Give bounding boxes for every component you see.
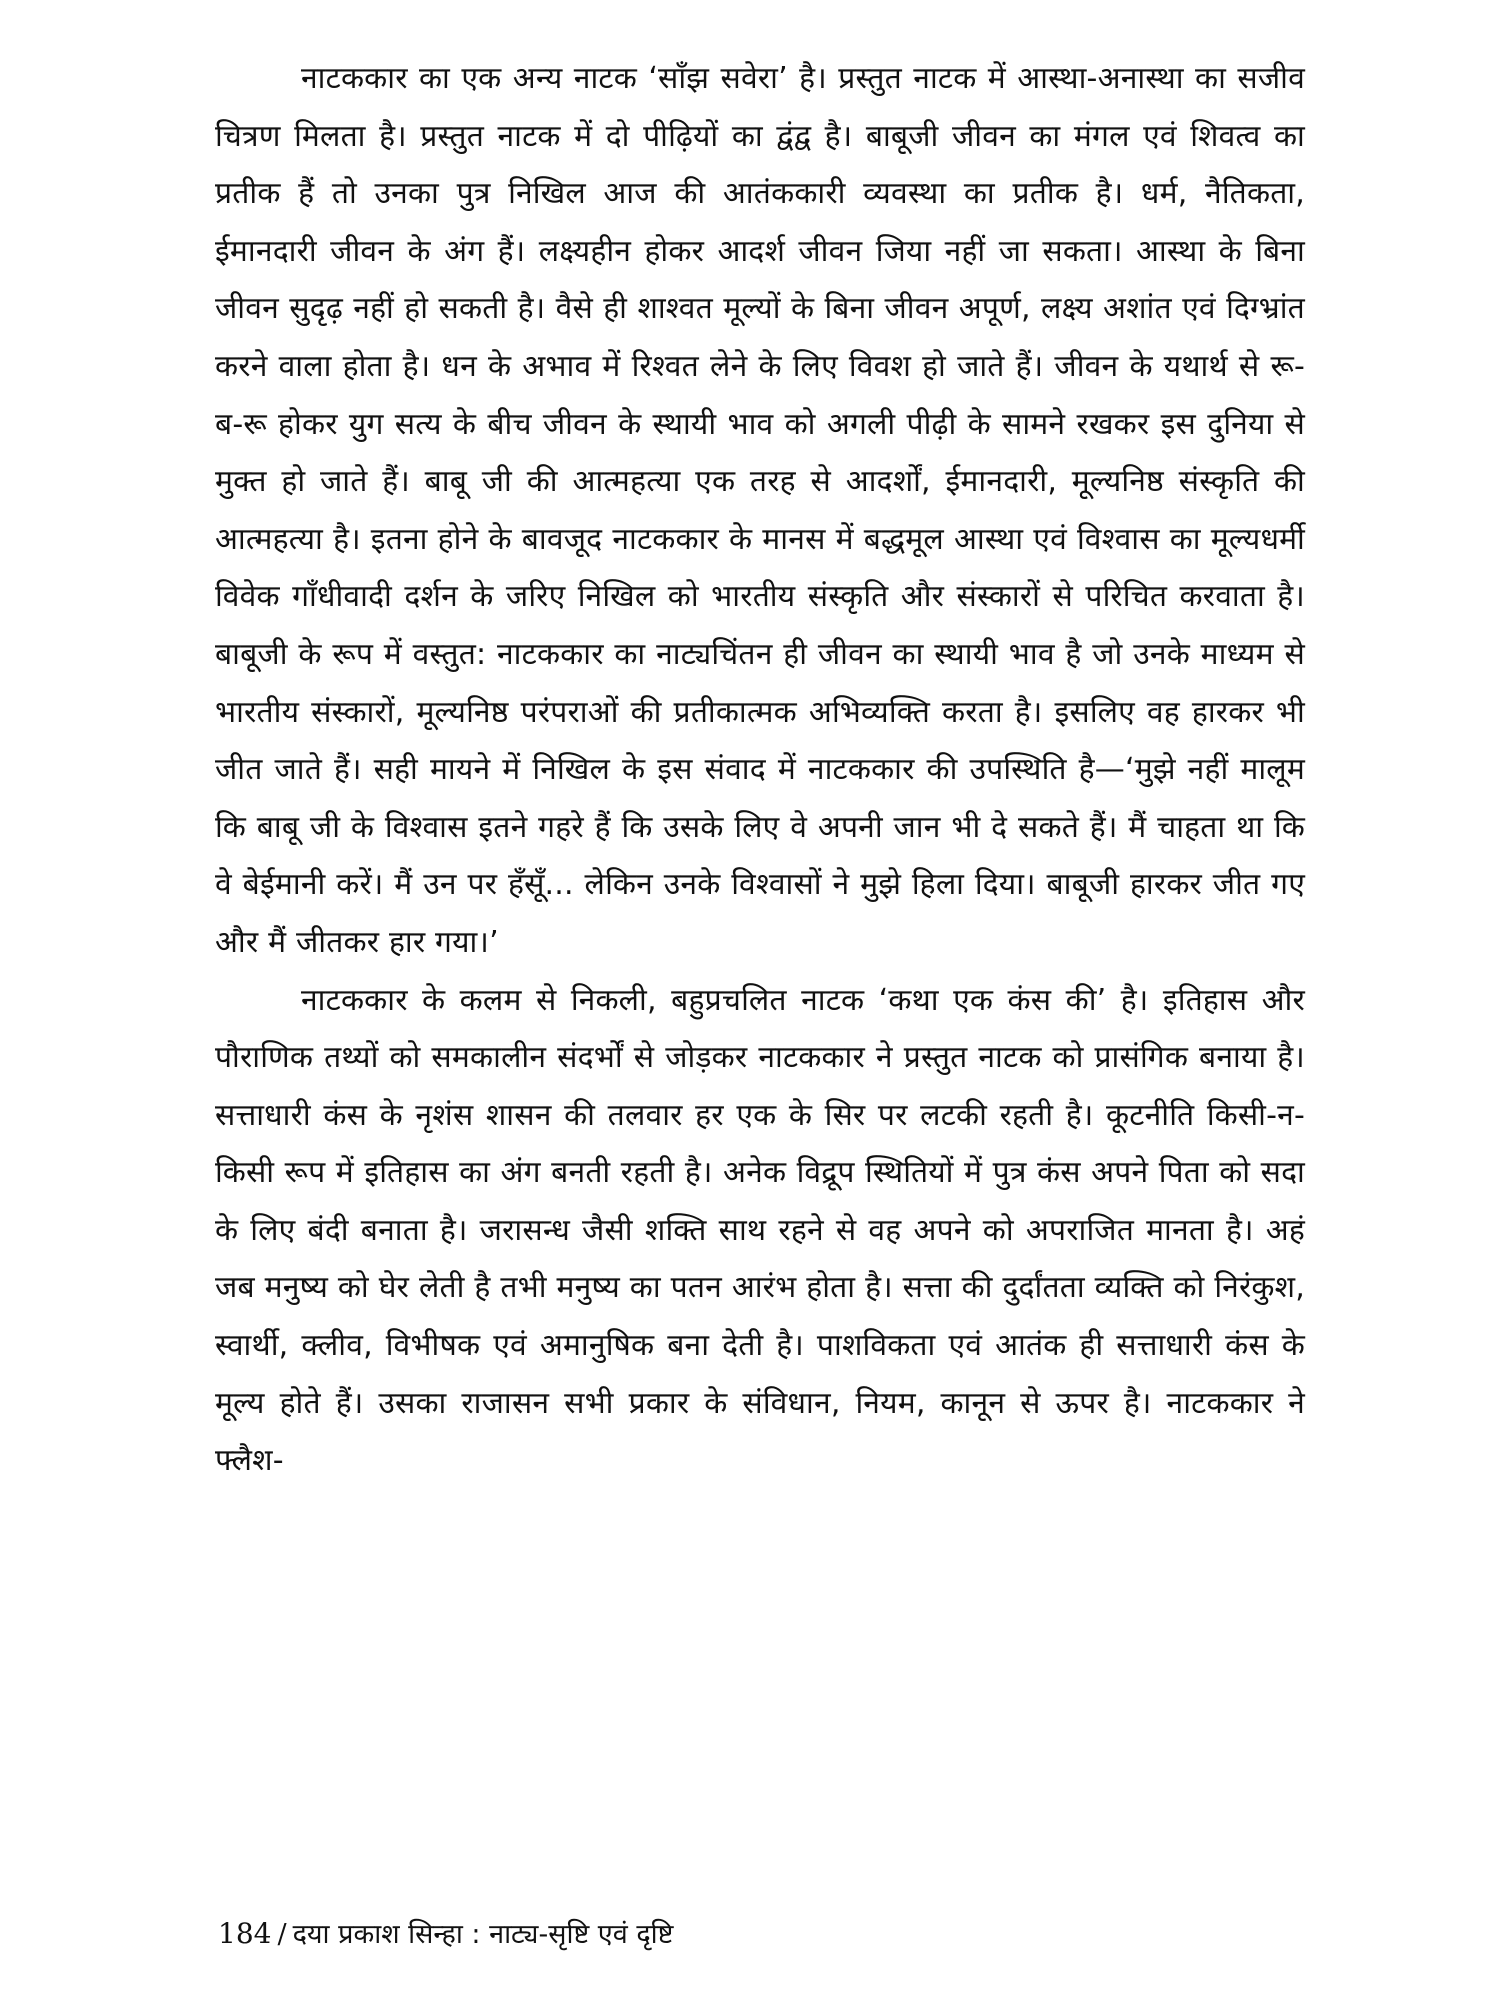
running-title: दया प्रकाश सिन्हा : नाट्य-सृष्टि एवं दृष्टि	[292, 1919, 674, 1950]
page-number: 184	[218, 1917, 272, 1950]
page-footer	[218, 1916, 673, 1953]
body-text	[215, 50, 1305, 1490]
paragraph-saanjh-savera: नाटककार का एक अन्य नाटक ‘साँझ सवेरा’ है। प्रस्तुत नाटक में आस्था-अनास्था का सजीव चित्रण मिलता है। प्रस्तुत नाटक में दो पीढ़ियों का द्वंद्व है। बाबूजी जीवन का मंगल एवं शिवत्व का प्रतीक हैं तो उनका पुत्र निखिल आज की आतंककारी व्यवस्था का प्रतीक है। धर्म, नैतिकता, ईमानदारी जीवन के अंग हैं। लक्ष्यहीन होकर आदर्श जीवन जिया नहीं जा सकता। आस्था के बिना जीवन सुदृढ़ नहीं हो सकती है। वैसे ही शाश्वत मूल्यों के बिना जीवन अपूर्ण, लक्ष्य अशांत एवं दिग्भ्रांत करने वाला होता है। धन के अभाव में रिश्वत लेने के लिए विवश हो जाते हैं। जीवन के यथार्थ से रू-ब-रू होकर युग सत्य के बीच जीवन के स्थायी भाव को अगली पीढ़ी के सामने रखकर इस दुनिया से मुक्त हो जाते हैं। बाबू जी की आत्महत्या एक तरह से आदर्शों, ईमानदारी, मूल्यनिष्ठ संस्कृति की आत्महत्या है। इतना होने के बावजूद नाटककार के मानस में बद्धमूल आस्था एवं विश्वास का मूल्यधर्मी विवेक गाँधीवादी दर्शन के जरिए निखिल को भारतीय संस्कृति और संस्कारों से परिचित करवाता है। बाबूजी के रूप में वस्तुत: नाटककार का नाट्यचिंतन ही जीवन का स्थायी भाव है जो उनके माध्यम से भारतीय संस्कारों, मूल्यनिष्ठ परंपराओं की प्रतीकात्मक अभिव्यक्ति करता है। इसलिए वह हारकर भी जीत जाते हैं। सही मायने में निखिल के इस संवाद में नाटककार की उपस्थिति है—‘मुझे नहीं मालूम कि बाबू जी के विश्वास इतने गहरे हैं कि उसके लिए वे अपनी जान भी दे सकते हैं। मैं चाहता था कि वे बेईमानी करें। मैं उन पर हँसूँ... लेकिन उनके विश्वासों ने मुझे हिला दिया। बाबूजी हारकर जीत गए और मैं जीतकर हार गया।’	[215, 61, 1305, 960]
footer-separator: /	[277, 1919, 287, 1950]
paragraph-katha-ek-kans-ki: नाटककार के कलम से निकली, बहुप्रचलित नाटक ‘कथा एक कंस की’ है। इतिहास और पौराणिक तथ्यों को समकालीन संदर्भों से जोड़कर नाटककार ने प्रस्तुत नाटक को प्रासंगिक बनाया है। सत्ताधारी कंस के नृशंस शासन की तलवार हर एक के सिर पर लटकी रहती है। कूटनीति किसी-न-किसी रूप में इतिहास का अंग बनती रहती है। अनेक विद्रूप स्थितियों में पुत्र कंस अपने पिता को सदा के लिए बंदी बनाता है। जरासन्ध जैसी शक्ति साथ रहने से वह अपने को अपराजित मानता है। अहं जब मनुष्य को घेर लेती है तभी मनुष्य का पतन आरंभ होता है। सत्ता की दुर्दांतता व्यक्ति को निरंकुश, स्वार्थी, क्लीव, विभीषक एवं अमानुषिक बना देती है। पाशविकता एवं आतंक ही सत्ताधारी कंस के मूल्य होते हैं। उसका राजासन सभी प्रकार के संविधान, नियम, कानून से ऊपर है। नाटककार ने फ्लैश-	[215, 982, 1305, 1479]
